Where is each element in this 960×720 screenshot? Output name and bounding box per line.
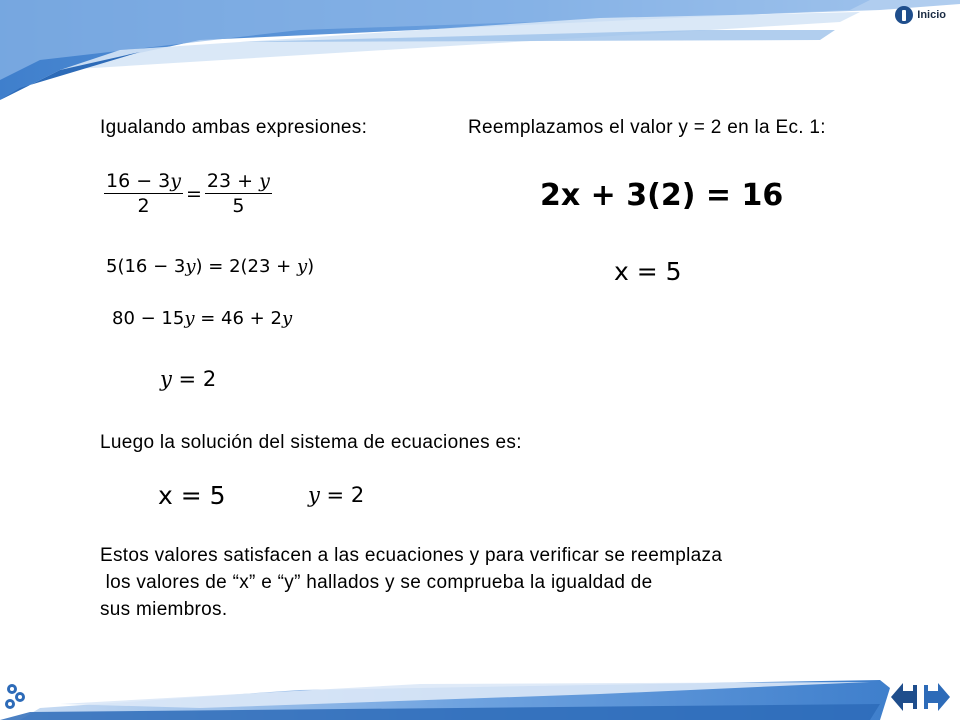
verification-paragraph	[100, 542, 900, 623]
solution-heading: Luego la solución del sistema de ecuaciones es:	[100, 432, 522, 453]
equation-expanded: 5(16 − 3y) = 2(23 + y)	[106, 256, 315, 277]
home-label: Inicio	[917, 9, 946, 21]
right-heading: Reemplazamos el valor y = 2 en la Ec. 1:	[468, 117, 826, 138]
equation-substitution: 2x + 3(2) = 16	[540, 178, 784, 213]
top-banner	[0, 0, 960, 110]
paragraph-line: los valores de “x” e “y” hallados y se comprueba la igualdad de	[100, 572, 653, 593]
solution-x: x = 5	[158, 481, 226, 510]
equation-y-result: y = 2	[160, 367, 217, 391]
home-link[interactable]	[895, 6, 946, 24]
prev-arrow-icon[interactable]	[889, 680, 919, 714]
equation-x-result: x = 5	[614, 257, 682, 286]
left-heading: Igualando ambas expresiones:	[100, 117, 368, 138]
home-icon	[895, 6, 913, 24]
paragraph-line: sus miembros.	[100, 599, 228, 620]
bottom-banner	[0, 668, 960, 720]
solution-y: y = 2	[308, 483, 365, 507]
next-arrow-icon[interactable]	[922, 680, 952, 714]
equation-simplified: 80 − 15y = 46 + 2y	[112, 308, 293, 329]
logo-icon[interactable]	[2, 681, 28, 711]
paragraph-line: Estos valores satisfacen a las ecuaciones y para verificar se reemplaza	[100, 545, 723, 566]
equation-fraction: $\frac{16 - 3y}{2}$ = $\frac{23 + y}{5}$	[106, 170, 270, 217]
